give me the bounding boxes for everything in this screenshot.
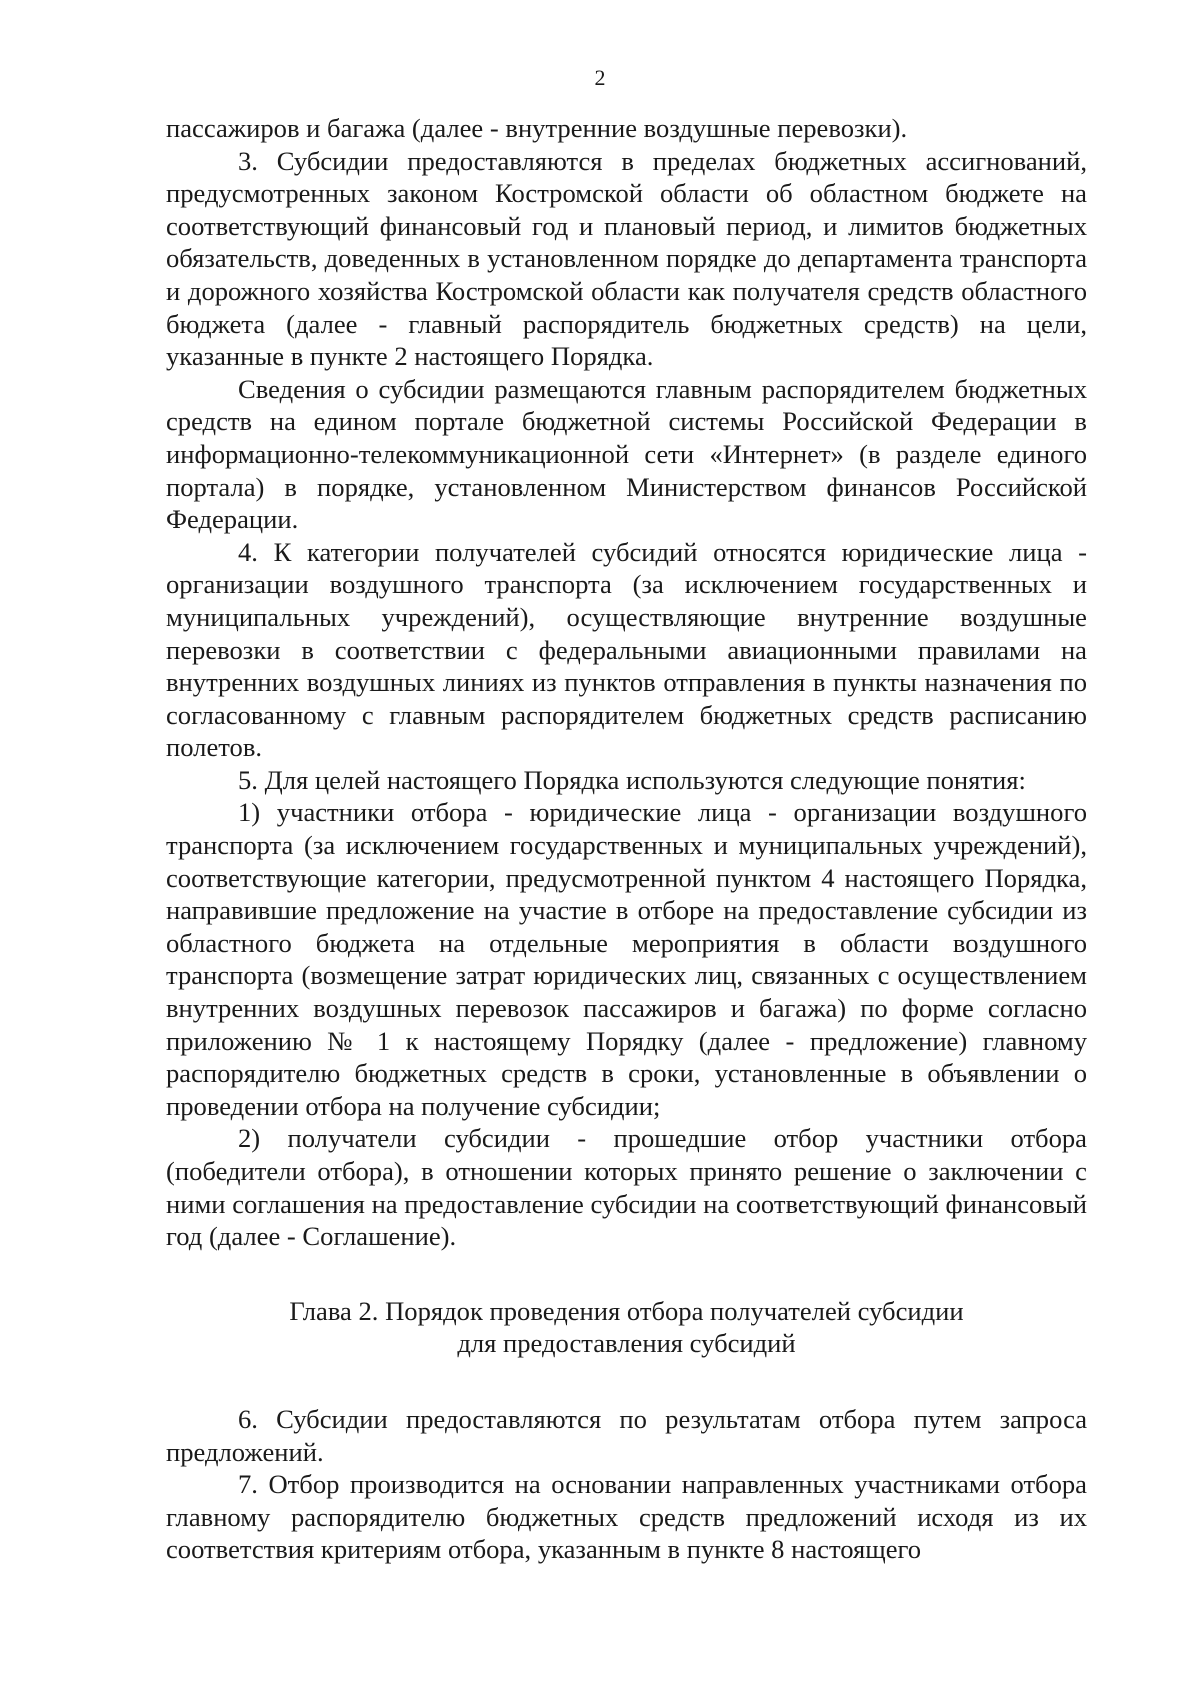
paragraph-continuation: пассажиров и багажа (далее - внутренние воздушные перевозки).	[166, 113, 908, 143]
chapter-heading-line-1: Глава 2. Порядок проведения отбора получателей субсидии	[289, 1295, 964, 1326]
paragraph-definition-1: 1) участники отбора - юридические лица - организации воздушного транспорта (за исключением государственных и муниципальных учреждений), соответствующие категории, предусмотренной пунктом 4 настоящего Порядка, направившие предложение на участие в отборе на предоставление субсидии из областного бюджета на отдельные мероприятия в области воздушного транспорта (возмещение затрат юридических лиц, связанных с осуществлением внутренних воздушных перевозок пассажиров и багажа) по форме согласно приложению № 1 к настоящему Порядку (далее - предложение) главному распорядителю бюджетных средств в сроки, установленные в объявлении о проведении отбора на получение субсидии;	[166, 797, 1087, 1121]
paragraph-subsidy-info: Сведения о субсидии размещаются главным распорядителем бюджетных средств на едином портале бюджетной системы Российской Федерации в информационно-телекоммуникационной сети «Интернет» (в разделе единого портала) в порядке, установленном Министерством финансов Российской Федерации.	[166, 373, 1087, 535]
paragraph-item-4: 4. К категории получателей субсидий относятся юридические лица - организации воздушного транспорта (за исключением государственных и муниципальных учреждений), осуществляющие внутренние воздушные перевозки в соответствии с федеральными авиационными правилами на внутренних воздушных линиях из пунктов отправления в пункты назначения по согласованному с главным распорядителем бюджетных средств расписанию полетов.	[166, 536, 1087, 763]
paragraph-item-3: 3. Субсидии предоставляются в пределах бюджетных ассигнований, предусмотренных законом Костромской области об областном бюджете на соответствующий финансовый год и плановый период, и лимитов бюджетных обязательств, доведенных в установленном порядке до департамента транспорта и дорожного хозяйства Костромской области как получателя средств областного бюджета (далее - главный распорядитель бюджетных средств) на цели, указанные в пункте 2 настоящего Порядка.	[166, 145, 1087, 372]
paragraph-item-6: 6. Субсидии предоставляются по результатам отбора путем запроса предложений.	[166, 1403, 1087, 1467]
paragraph-item-7: 7. Отбор производится на основании направленных участниками отбора главному распорядителю бюджетных средств предложений исходя из их соответствия критериям отбора, указанным в пункте 8 настоящего	[166, 1469, 1087, 1565]
paragraph-item-5: 5. Для целей настоящего Порядка используются следующие понятия:	[238, 764, 1026, 795]
page-number: 2	[594, 65, 606, 90]
document-body	[166, 112, 1087, 1566]
paragraph-definition-2: 2) получатели субсидии - прошедшие отбор участники отбора (победители отбора), в отношении которых принято решение о заключении с ними соглашения на предоставление субсидии на соответствующий финансовый год (далее - Соглашение).	[166, 1123, 1087, 1252]
chapter-heading-line-2: для предоставления субсидий	[457, 1328, 796, 1359]
